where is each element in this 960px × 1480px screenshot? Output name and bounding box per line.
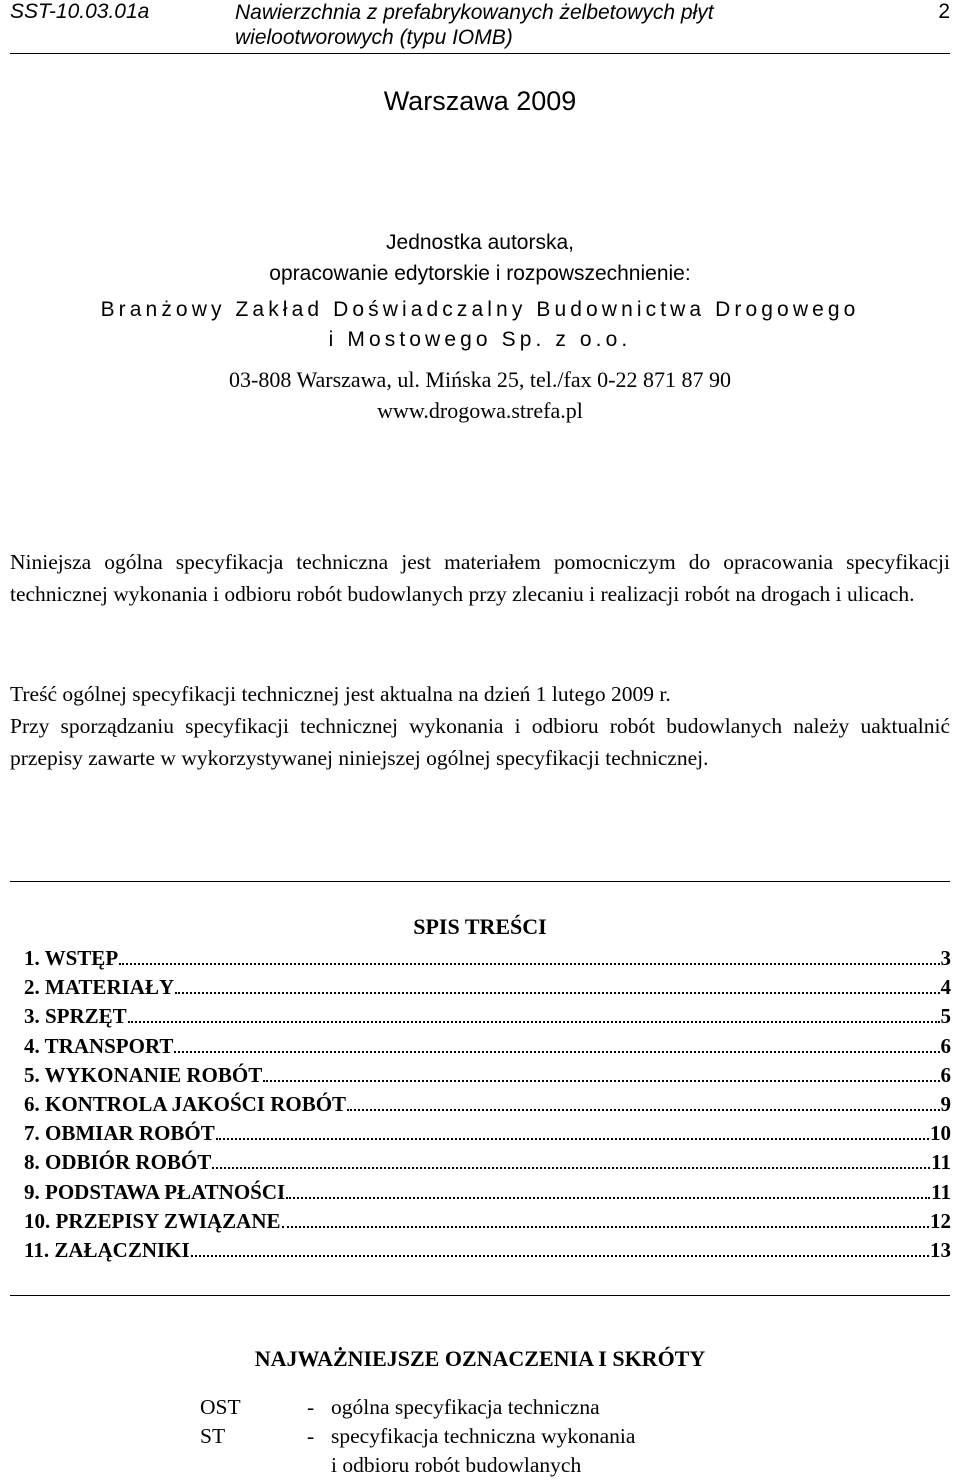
abbreviation-description (331, 1393, 600, 1422)
toc-dot-leader (119, 963, 939, 965)
intro-paragraph: Niniejsza ogólna specyfikacja techniczna jest materiałem pomocniczym do opracowania specyfikacji technicznej wykonania i odbioru robót budowlanych przy zlecaniu i realizacji robót na drogach i ulicach. (10, 550, 950, 606)
toc-entry-label: 7. OBMIAR ROBÓT (24, 1121, 215, 1146)
validity-paragraph (10, 678, 950, 774)
abbreviation-description (331, 1422, 635, 1480)
toc-entry-label: 3. SPRZĘT (24, 1004, 127, 1029)
toc-dot-leader (175, 992, 939, 994)
authorship-line2: opracowanie edytorskie i rozpowszechnienie: (269, 262, 691, 285)
toc-entry-page: 6 (940, 1062, 951, 1087)
organization-name-line1: Branżowy Zakład Doświadczalny Budownictwa Drogowego (100, 298, 860, 321)
abbreviation-description-line1: ogólna specyfikacja techniczna (331, 1395, 600, 1419)
toc-dot-leader (174, 1051, 939, 1053)
toc-entry-label: 10. PRZEPISY ZWIĄZANE (24, 1208, 281, 1233)
validity-date-text: Treść ogólnej specyfikacji technicznej jest aktualna na dzień 1 lutego 2009 r. (10, 682, 671, 706)
abbreviation-entry (200, 1422, 635, 1480)
abbreviations-title: NAJWAŻNIEJSZE OZNACZENIA I SKRÓTY (254, 1346, 706, 1371)
abbreviation-key: OST (200, 1395, 241, 1419)
toc-entry[interactable] (24, 1061, 951, 1090)
toc-entry[interactable] (24, 1236, 951, 1265)
toc-bottom-divider (10, 1295, 950, 1296)
abbreviation-description-line2: i odbioru robót budowlanych (331, 1453, 582, 1477)
toc-entry[interactable] (24, 944, 951, 973)
header-divider (10, 53, 950, 54)
abbreviation-description-line1: specyfikacja techniczna wykonania (331, 1424, 636, 1448)
toc-entry[interactable] (24, 1207, 951, 1236)
toc-entry[interactable] (24, 1090, 951, 1119)
organization-name-line2: i Mostowego Sp. z o.o. (328, 328, 632, 351)
toc-dot-leader (212, 1167, 930, 1169)
toc-entry-label: 9. PODSTAWA PŁATNOŚCI (24, 1179, 286, 1204)
page-header (10, 0, 950, 52)
toc-dot-leader (191, 1255, 929, 1257)
abbreviation-dash: - (307, 1395, 315, 1419)
toc-entry-label: 1. WSTĘP (24, 946, 119, 970)
toc-entry-label: 8. ODBIÓR ROBÓT (24, 1150, 212, 1175)
toc-entry-label: 2. MATERIAŁY (24, 975, 175, 1000)
update-note-text: Przy sporządzaniu specyfikacji technicznej wykonania i odbioru robót budowlanych należy uaktualnić przepisy zawarte w wykorzystywanej niniejszej ogólnej specyfikacji technicznej. (10, 714, 950, 770)
spec-code: SST-10.03.01a (10, 0, 150, 23)
toc-entry-page: 9 (940, 1091, 951, 1116)
toc-entry-label: 11. ZAŁĄCZNIKI (24, 1237, 190, 1262)
organization-address: 03-808 Warszawa, ul. Mińska 25, tel./fax 0-22 871 87 90 (229, 367, 731, 392)
header-title (235, 0, 714, 50)
toc-entry-label: 6. KONTROLA JAKOŚCI ROBÓT (24, 1091, 347, 1116)
toc-entry-page: 11 (931, 1150, 951, 1175)
toc-dot-leader (286, 1197, 930, 1199)
toc-entry[interactable] (24, 1119, 951, 1148)
toc-entry-label: 4. TRANSPORT (24, 1033, 174, 1058)
toc-entry[interactable] (24, 1178, 951, 1207)
toc-entry-page: 12 (930, 1208, 951, 1233)
city-year: Warszawa 2009 (383, 86, 577, 116)
toc-top-divider (10, 881, 950, 882)
abbreviation-entry (200, 1393, 635, 1422)
toc-entry-page: 4 (940, 975, 951, 1000)
toc-entry[interactable] (24, 1148, 951, 1177)
toc-entry-page: 13 (930, 1237, 951, 1262)
abbreviation-dash: - (307, 1424, 315, 1448)
toc-entry[interactable] (24, 973, 951, 1002)
toc-entry-page: 11 (931, 1179, 951, 1204)
toc-dot-leader (216, 1138, 929, 1140)
table-of-contents (24, 944, 951, 1265)
toc-entry-page: 5 (940, 1004, 951, 1029)
toc-entry-label: 5. WYKONANIE ROBÓT (24, 1062, 263, 1087)
authorship-line1: Jednostka autorska, (386, 231, 574, 254)
page-number: 2 (938, 0, 950, 23)
abbreviation-key: ST (200, 1424, 226, 1448)
toc-entry-page: 10 (930, 1121, 951, 1146)
toc-entry[interactable] (24, 1032, 951, 1061)
abbreviations-list (200, 1393, 635, 1480)
header-title-line2: wielootworowych (typu IOMB) (235, 26, 513, 49)
toc-dot-leader (347, 1109, 939, 1111)
toc-dot-leader (282, 1226, 929, 1228)
toc-dot-leader (263, 1080, 939, 1082)
toc-entry-page: 3 (940, 946, 951, 970)
toc-title: SPIS TREŚCI (413, 914, 547, 939)
toc-dot-leader (128, 1021, 940, 1023)
header-title-line1: Nawierzchnia z prefabrykowanych żelbetowych płyt (235, 1, 714, 24)
toc-entry[interactable] (24, 1002, 951, 1031)
toc-entry-page: 6 (940, 1033, 951, 1058)
organization-website[interactable]: www.drogowa.strefa.pl (377, 398, 583, 423)
